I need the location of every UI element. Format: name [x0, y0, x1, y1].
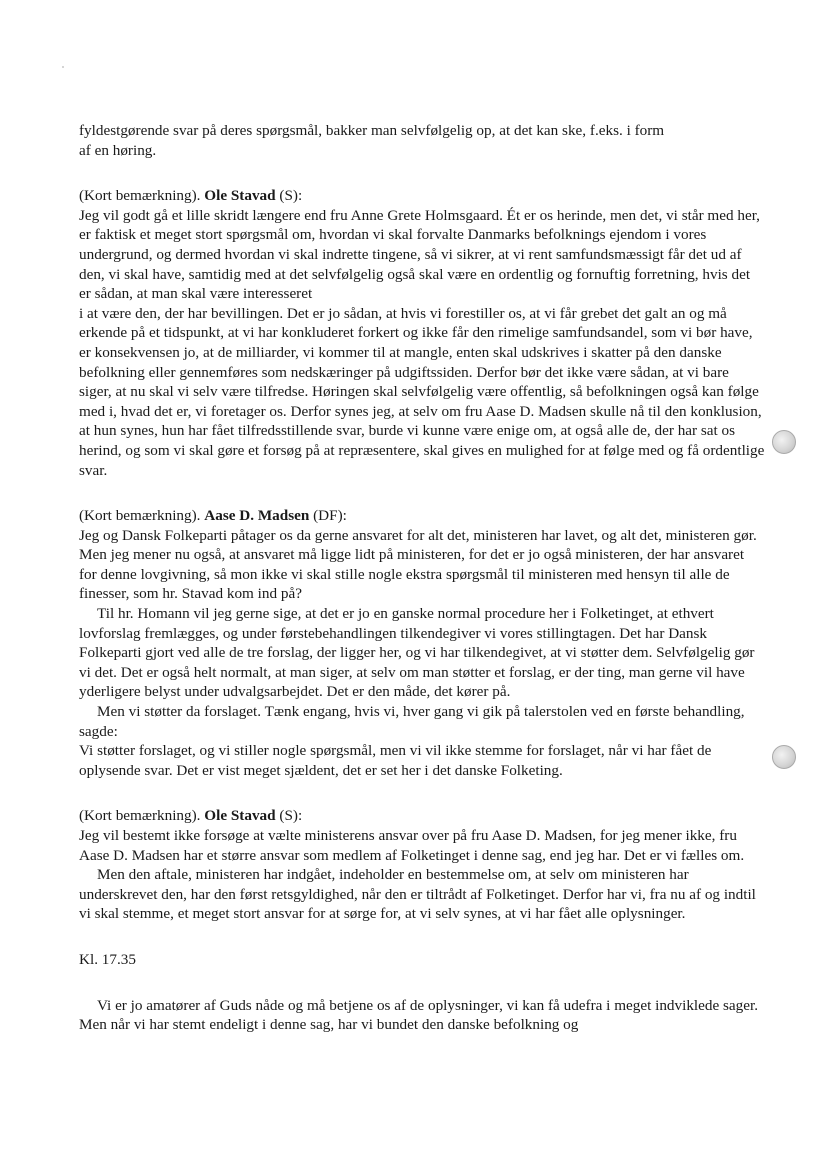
scan-speck [62, 66, 64, 68]
paragraph-continuation: fyldestgørende svar på deres spørgsmål, bakker man selvfølgelig op, at det kan ske, f.eks. i form af en høring. [79, 122, 665, 159]
speaker-name: Ole Stavad [204, 187, 276, 205]
speaker-name: Aase D. Madsen [204, 507, 310, 525]
speaker-name: Ole Stavad [204, 807, 276, 825]
speech-paragraph: Jeg og Dansk Folkeparti påtager os da gerne ansvaret for alt det, ministeren har lavet, og alt det, ministeren gør. Men jeg mener nu også, at ansvaret må ligge lidt på ministeren, for det er jo også ministeren, der har ansvaret for denne lovgivning, så mon ikke vi skal stille nogle ekstra spørgsmål til ministeren med hensyn til alle de finesser, som hr. Stavad kom ind på? [79, 526, 757, 603]
speech-ole-stavad-1 [79, 186, 765, 480]
speech-ole-stavad-2 [79, 806, 765, 924]
speech-paragraph: Jeg vil bestemt ikke forsøge at vælte ministerens ansvar over på fru Aase D. Madsen, for jeg mener ikke, fru Aase D. Madsen har et større ansvar som medlem af Folketinget i denne sag, end jeg har. Det er vi fælles om. [79, 827, 745, 864]
paragraph-final: Vi er jo amatører af Guds nåde og må betjene os af de oplysninger, vi kan få udefra i meget indviklede sager. Men når vi har stemt endeligt i denne sag, har vi bundet den danske befolkning og [79, 996, 759, 1034]
speech-paragraph: Men vi støtter da forslaget. Tænk engang, hvis vi, hver gang vi gik på talerstolen ved en første behandling, sagde: [79, 703, 745, 740]
speaker-heading: (Kort bemærkning). Aase D. Madsen (DF): [79, 507, 347, 525]
speech-paragraph: Men den aftale, ministeren har indgået, indeholder en bestemmelse om, at selv om ministeren har underskrevet den, har den først retsgyldighed, når den er tiltrådt af Folketinget. Derfor har vi, fra nu af og indtil vi skal stemme, et meget stort ansvar for at sørge for, at vi selv synes, at vi har fået alle oplysninger. [79, 866, 756, 923]
speech-aase-d-madsen [79, 506, 765, 780]
speech-paragraph: Vi støtter forslaget, og vi stiller nogle spørgsmål, men vi vil ikke stemme for forslaget, når vi har fået de oplysende svar. Det er vist meget sjældent, det er set her i det danske Folketing. [79, 742, 712, 779]
timestamp: Kl. 17.35 [79, 950, 136, 968]
punch-hole-lower [772, 745, 796, 769]
document-page [79, 121, 765, 1035]
speaker-heading: (Kort bemærkning). Ole Stavad (S): [79, 187, 303, 205]
speech-paragraph: i at være den, der har bevillingen. Det er jo sådan, at hvis vi forestiller os, at vi får grebet det galt an og må erkende på et tidspunkt, at vi har konkluderet forkert og ikke får den rimelige samfundsandel, som vi bør have, er konsekvensen jo, at de milliarder, vi kommer til at mangle, enten skal udskrives i skatter på den danske befolkning eller gennemføres som nedskæringer på udgiftssiden. Derfor bør det ikke være sådan, at vi bare siger, at nu skal vi selv være tilfredse. Høringen skal selvfølgelig være offentlig, så befolkningen også kan følge med i, hvad det er, vi foretager os. Derfor synes jeg, at selv om fru Aase D. Madsen skulle nå til den konklusion, at hun synes, hun har fået tilfredsstillende svar, burde vi kunne være enige om, at også alle de, der har sat os herind, og som vi skal gøre et forsøg på at repræsentere, skal gives en mulighed for at følge med og få ordentlige svar. [79, 304, 765, 479]
speech-paragraph: Jeg vil godt gå et lille skridt længere end fru Anne Grete Holmsgaard. Ét er os herinde, men det, vi står med her, er faktisk et meget stort spørgsmål om, hvordan vi skal forvalte Danmarks befolknings ejendom i vores undergrund, og dermed hvordan vi skal indrette tingene, så vi sikrer, at vi rent samfundsmæssigt får det ud af den, vi skal have, samtidig med at det selvfølgelig også skal være en ordentlig og fornuftig forretning, hvis det er sådan, at man skal være interesseret [79, 206, 760, 303]
speaker-heading: (Kort bemærkning). Ole Stavad (S): [79, 807, 303, 825]
punch-hole-upper [772, 430, 796, 454]
speech-paragraph: Til hr. Homann vil jeg gerne sige, at det er jo en ganske normal procedure her i Folketinget, at ethvert lovforslag fremlægges, og under førstebehandlingen tilkendegiver vi vores stillingtagen. Det har Dansk Folkeparti gjort ved alle de tre forslag, der ligger her, og vi har tilkendegivet, at vi støtter dem. Selvfølgelig gør vi det. Det er også helt normalt, at man siger, at selv om man støtter et forslag, er der ting, man gerne vil have yderligere belyst under udvalgsarbejdet. Det er den måde, det kører på. [79, 605, 755, 701]
